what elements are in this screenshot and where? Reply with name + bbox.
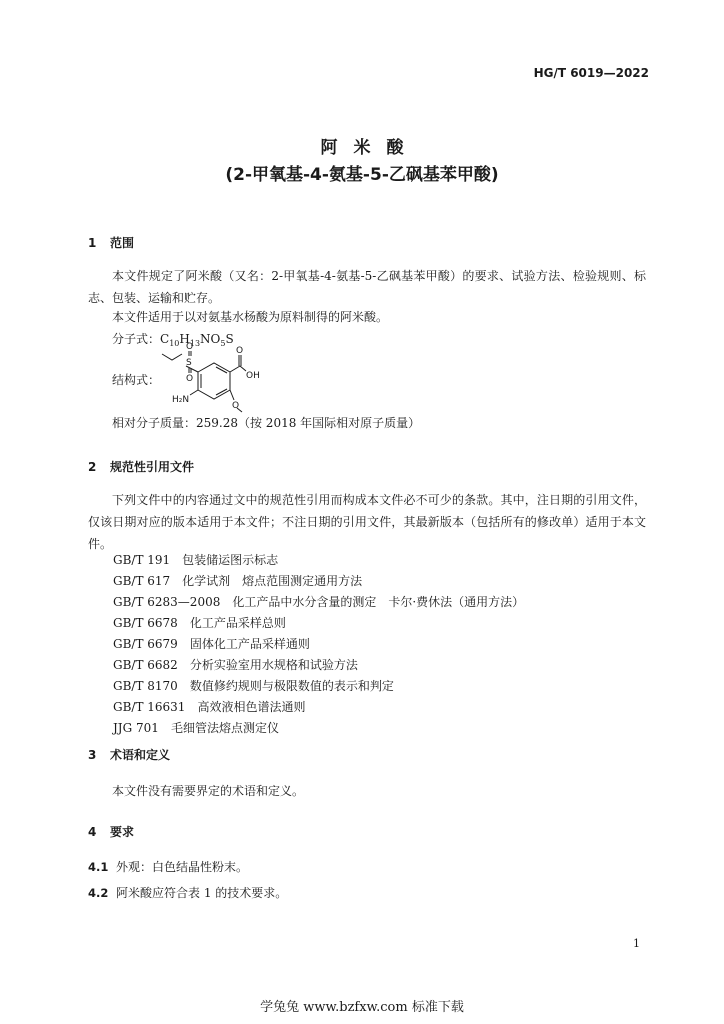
formula-c: C xyxy=(160,332,170,346)
reference-title: 化学试剂 熔点范围测定通用方法 xyxy=(182,574,363,588)
section-title: 范围 xyxy=(110,236,135,250)
section-number: 4 xyxy=(88,825,97,839)
reference-item xyxy=(113,677,394,694)
section-title: 术语和定义 xyxy=(110,748,171,762)
formula-no: NO xyxy=(200,332,221,346)
reference-title: 固体化工产品采样通则 xyxy=(189,637,310,651)
reference-item xyxy=(113,614,286,631)
requirement-item xyxy=(88,857,248,877)
reference-code: JJG 701 xyxy=(113,721,159,735)
section-1-heading xyxy=(88,234,134,251)
atom-o-sulfonyl-top: O xyxy=(186,342,194,352)
atom-oh: OH xyxy=(246,371,260,381)
reference-title: 分析实验室用水规格和试验方法 xyxy=(189,658,358,672)
reference-title: 毛细管法熔点测定仪 xyxy=(170,721,279,735)
atom-o-sulfonyl-bottom: O xyxy=(186,374,194,384)
reference-code: GB/T 191 xyxy=(113,553,171,567)
formula-s: S xyxy=(225,332,234,346)
section-number: 2 xyxy=(88,460,97,474)
reference-item xyxy=(113,656,358,673)
document-subtitle: (2-甲氧基-4-氨基-5-乙砜基苯甲酸) xyxy=(225,165,499,185)
reference-item xyxy=(113,572,362,589)
section-2-heading xyxy=(88,458,194,475)
section-3-heading xyxy=(88,746,170,763)
reference-item xyxy=(113,719,279,736)
requirement-text: 外观：白色结晶性粉末。 xyxy=(116,860,249,874)
reference-title: 包装储运图示标志 xyxy=(182,553,279,567)
reference-item xyxy=(113,551,278,568)
section-title: 要求 xyxy=(110,825,135,839)
requirement-number: 4.1 xyxy=(88,860,109,874)
reference-title: 高效液相色谱法通则 xyxy=(197,700,306,714)
formula-h-count: 13 xyxy=(189,339,201,348)
section-number: 3 xyxy=(88,748,97,762)
reference-title: 数值修约规则与极限数值的表示和判定 xyxy=(189,679,394,693)
requirement-number: 4.2 xyxy=(88,886,109,900)
atom-o-carbonyl: O xyxy=(236,346,244,356)
reference-code: GB/T 6283—2008 xyxy=(113,595,221,609)
reference-code: GB/T 6679 xyxy=(113,637,178,651)
section-3-paragraph: 本文件没有需要界定的术语和定义。 xyxy=(112,784,305,798)
section-number: 1 xyxy=(88,236,97,250)
reference-item xyxy=(113,593,524,610)
reference-code: GB/T 16631 xyxy=(113,700,186,714)
requirement-text: 阿米酸应符合表 1 的技术要求。 xyxy=(116,886,288,900)
footer-watermark[interactable]: 学兔兔 www.bzfxw.com 标准下载 xyxy=(260,1000,464,1015)
reference-code: GB/T 8170 xyxy=(113,679,178,693)
formula-c-count: 10 xyxy=(169,339,180,348)
reference-title: 化工产品采样总则 xyxy=(189,616,286,630)
standard-number: HG/T 6019—2022 xyxy=(533,66,649,80)
reference-title: 化工产品中水分含量的测定 卡尔·费休法（通用方法） xyxy=(232,595,525,609)
atom-s: S xyxy=(186,358,192,368)
structural-formula xyxy=(158,340,268,415)
document-title: 阿米酸 xyxy=(320,138,420,158)
section-4-heading xyxy=(88,823,134,840)
reference-code: GB/T 6678 xyxy=(113,616,178,630)
formula-label: 分子式： xyxy=(112,332,161,346)
formula-o-count: 5 xyxy=(220,339,226,348)
reference-item xyxy=(113,635,310,652)
section-1-paragraph: 本文件规定了阿米酸（又名：2-甲氧基-4-氨基-5-乙砜基苯甲酸）的要求、试验方法、检验规则、标志、包装、运输和贮存。 xyxy=(88,269,646,305)
section-1-scope-paragraph: 本文件适用于以对氨基水杨酸为原料制得的阿米酸。 xyxy=(112,310,389,324)
structure-label: 结构式： xyxy=(112,373,161,387)
relative-molecular-mass: 相对分子质量：259.28（按 2018 年国际相对原子质量） xyxy=(112,416,421,430)
section-title: 规范性引用文件 xyxy=(110,460,195,474)
section-2-paragraph: 下列文件中的内容通过文中的规范性引用而构成本文件必不可少的条款。其中，注日期的引用文件，仅该日期对应的版本适用于本文件；不注日期的引用文件，其最新版本（包括所有的修改单）适用于本文件。 xyxy=(88,493,646,551)
requirement-item xyxy=(88,883,287,903)
formula-h: H xyxy=(179,332,190,346)
reference-code: GB/T 6682 xyxy=(113,658,178,672)
atom-nh2: H₂N xyxy=(172,395,190,405)
reference-item xyxy=(113,698,305,715)
page-number: 1 xyxy=(633,937,640,950)
atom-o-methoxy: O xyxy=(232,401,240,411)
reference-code: GB/T 617 xyxy=(113,574,171,588)
